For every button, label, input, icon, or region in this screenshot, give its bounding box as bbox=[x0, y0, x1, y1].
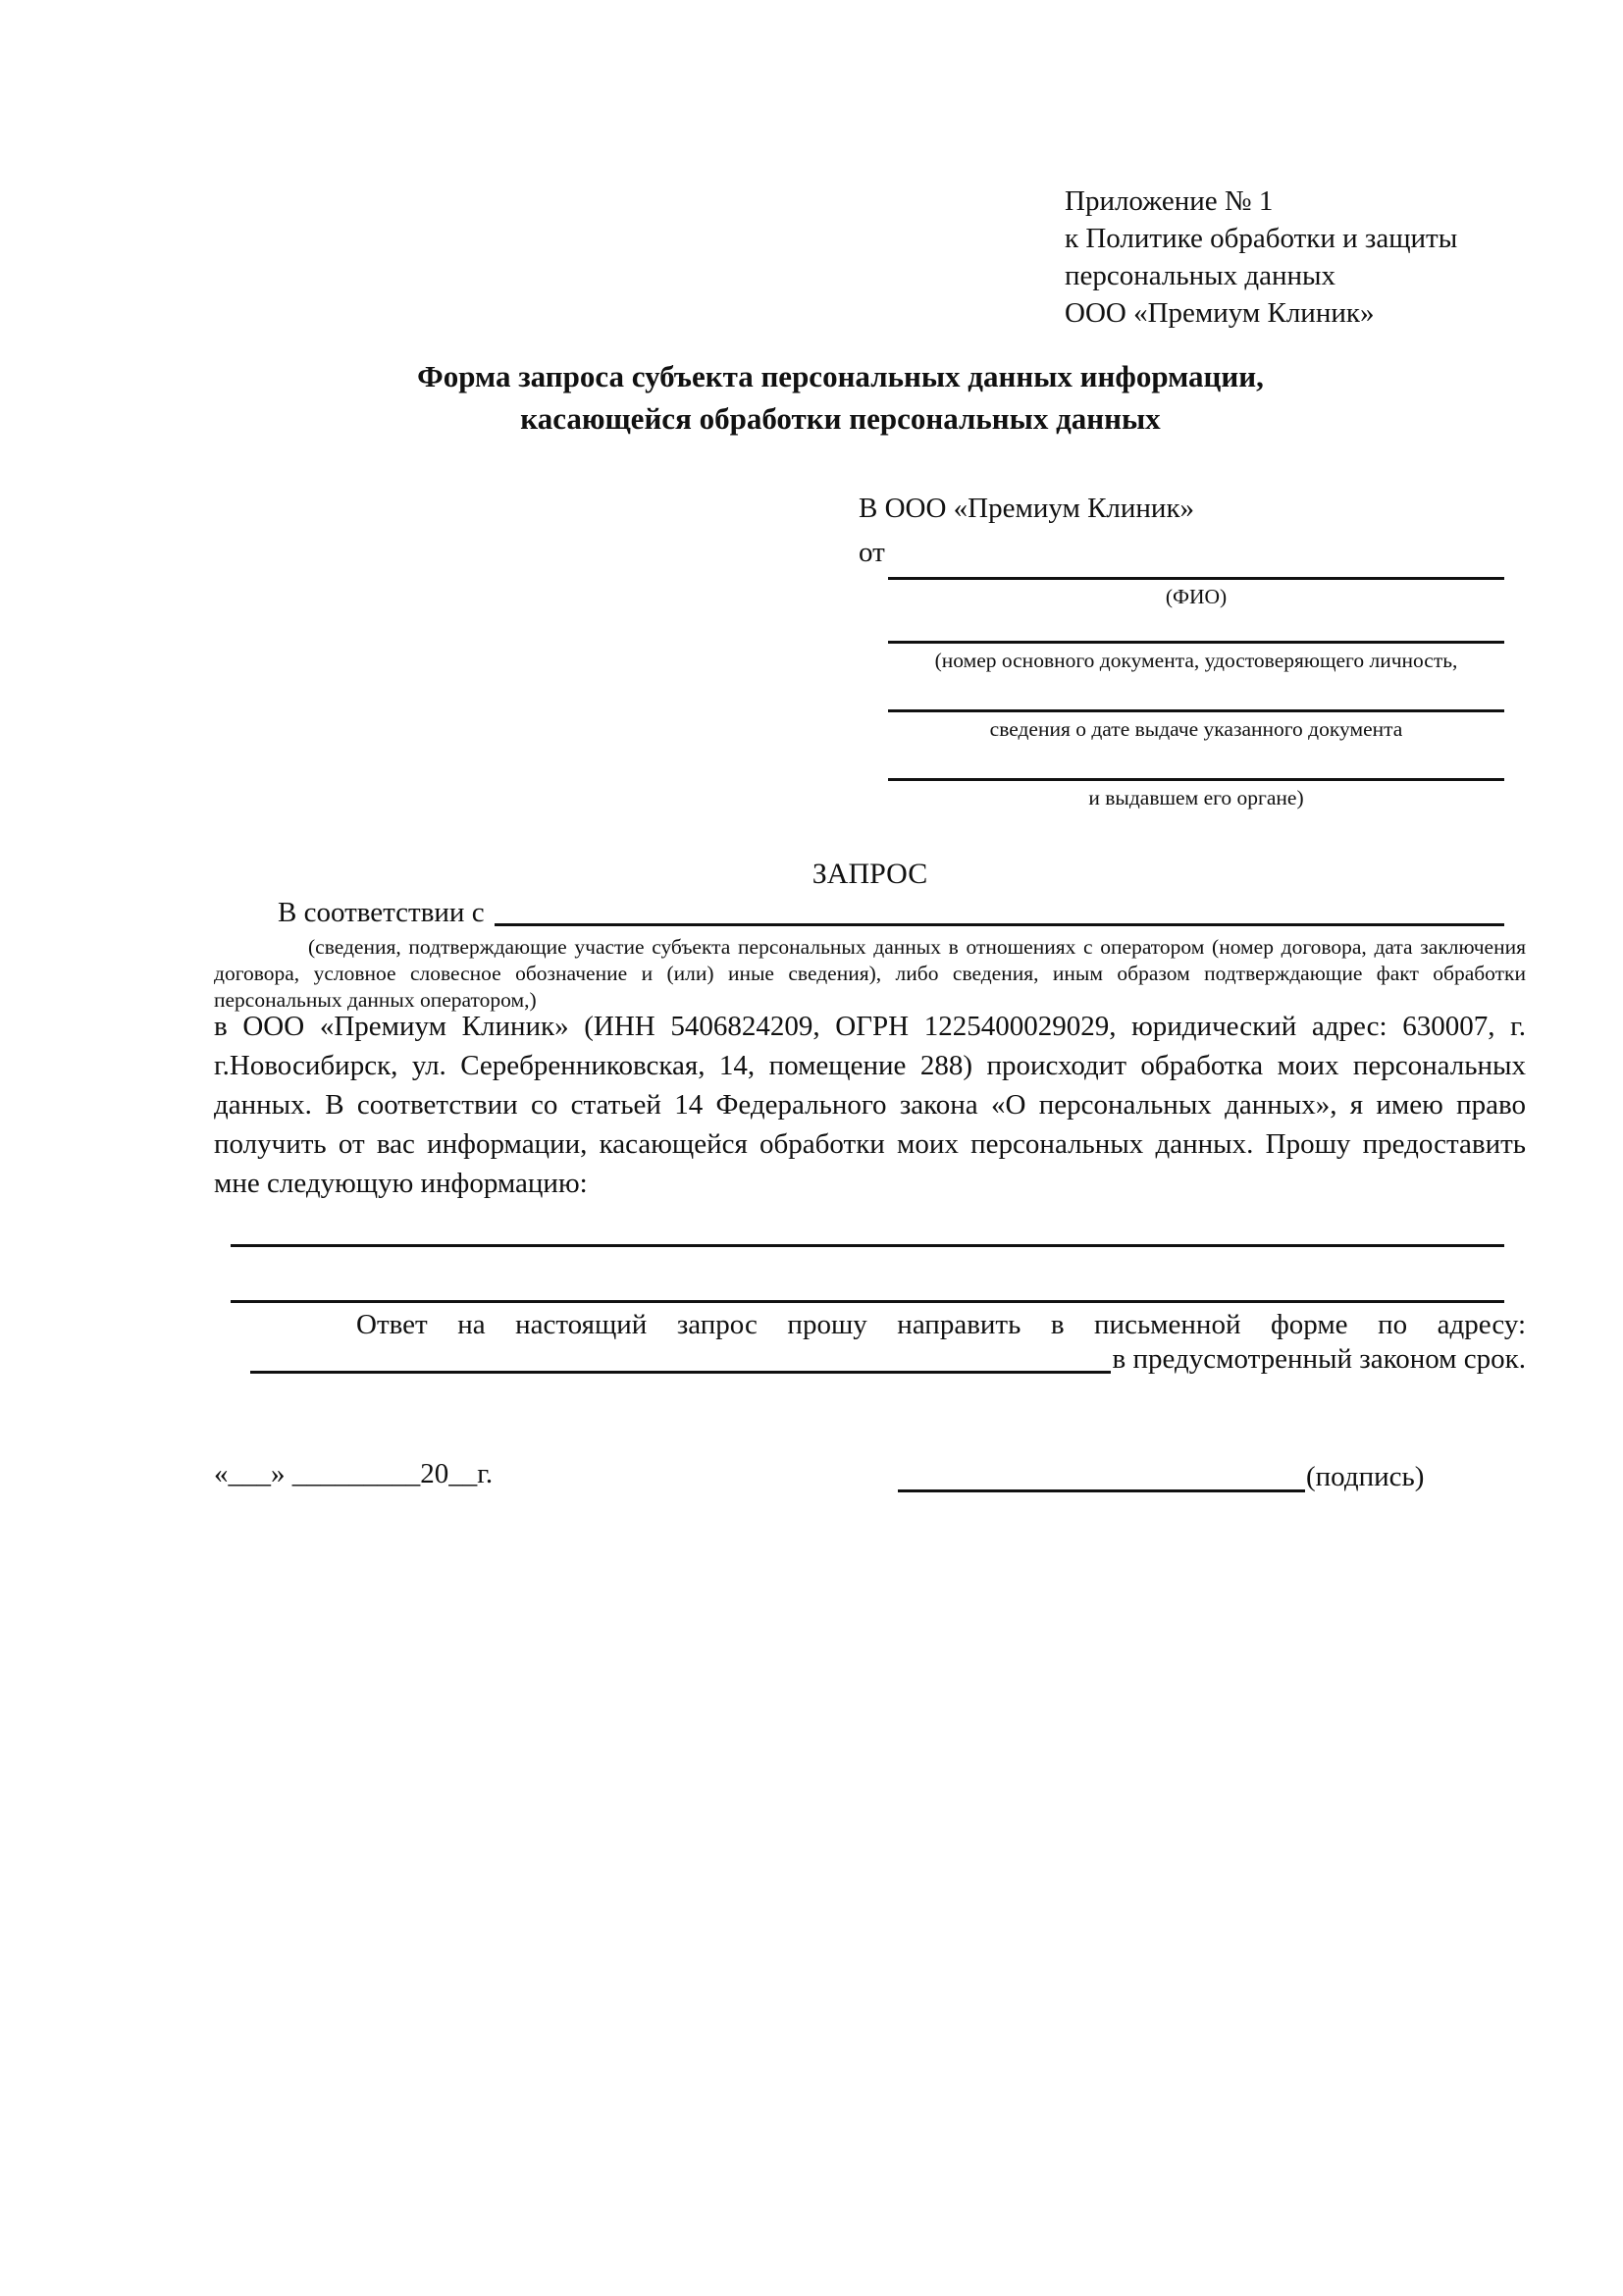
issuing-authority-field-caption: и выдавшем его органе) bbox=[1088, 786, 1304, 809]
appendix-block bbox=[1065, 183, 1526, 332]
reply-deadline-text: в предусмотренный законом срок. bbox=[1112, 1343, 1526, 1375]
from-label: от bbox=[859, 537, 885, 568]
information-blank-line bbox=[231, 1300, 1504, 1303]
in-accordance-with-line bbox=[278, 895, 1504, 930]
issue-date-field-line bbox=[888, 682, 1504, 712]
issuing-authority-field-line bbox=[888, 751, 1504, 781]
signature-caption: (подпись) bbox=[1306, 1461, 1425, 1492]
issue-date-field bbox=[888, 682, 1504, 742]
document-title bbox=[155, 355, 1526, 440]
information-blank-line bbox=[231, 1244, 1504, 1247]
recipient-line: В ООО «Премиум Клиник» bbox=[859, 493, 1195, 524]
appendix-line: персональных данных bbox=[1065, 260, 1336, 291]
reply-address-line bbox=[250, 1340, 1526, 1378]
signature-blank-line bbox=[898, 1458, 1305, 1492]
clarification-note: (сведения, подтверждающие участие субъекта персональных данных в отношениях с оператором (номер договора, дата заключения договора, условное словесное обозначение и (или) иные сведения), либо сведения, иным образом подтверждающие факт обработки персональных данных оператором,) bbox=[214, 935, 1526, 1012]
in-accordance-with-blank-line bbox=[495, 923, 1504, 926]
document-number-field-caption: (номер основного документа, удостоверяющего личность, bbox=[934, 649, 1458, 672]
appendix-line: ООО «Премиум Клиник» bbox=[1065, 297, 1375, 329]
issuing-authority-field bbox=[888, 751, 1504, 810]
fio-field bbox=[888, 549, 1504, 609]
document-title-line: Форма запроса субъекта персональных данных информации, bbox=[417, 359, 1264, 393]
document-number-field-line bbox=[888, 613, 1504, 644]
reply-address-paragraph: Ответ на настоящий запрос прошу направить в письменной форме по адресу: bbox=[356, 1309, 1526, 1340]
fio-field-caption: (ФИО) bbox=[1165, 585, 1228, 608]
fio-field-line bbox=[888, 549, 1504, 580]
document-number-field bbox=[888, 613, 1504, 673]
request-heading: ЗАПРОС bbox=[812, 858, 928, 890]
date-blank-line: «___» _________20__г. bbox=[214, 1458, 494, 1489]
appendix-line: к Политике обработки и защиты bbox=[1065, 223, 1458, 254]
in-accordance-with-label: В соответствии с bbox=[278, 897, 485, 928]
request-body-paragraph: в ООО «Премиум Клиник» (ИНН 5406824209, ОГРН 1225400029029, юридический адрес: 630007, г. г.Новосибирск, ул. Серебренниковская, 14, помещение 288) происходит обработка моих персональных данных. В соответствии со статьей 14 Федерального закона «О персональных данных», я имею право получить от вас информации, касающейся обработки моих персональных данных. Прошу предоставить мне следующую информацию: bbox=[214, 1011, 1526, 1199]
issue-date-field-caption: сведения о дате выдаче указанного документа bbox=[989, 717, 1403, 741]
reply-address-blank-line bbox=[250, 1371, 1111, 1374]
appendix-line: Приложение № 1 bbox=[1065, 185, 1274, 217]
document-title-line: касающейся обработки персональных данных bbox=[520, 401, 1161, 436]
